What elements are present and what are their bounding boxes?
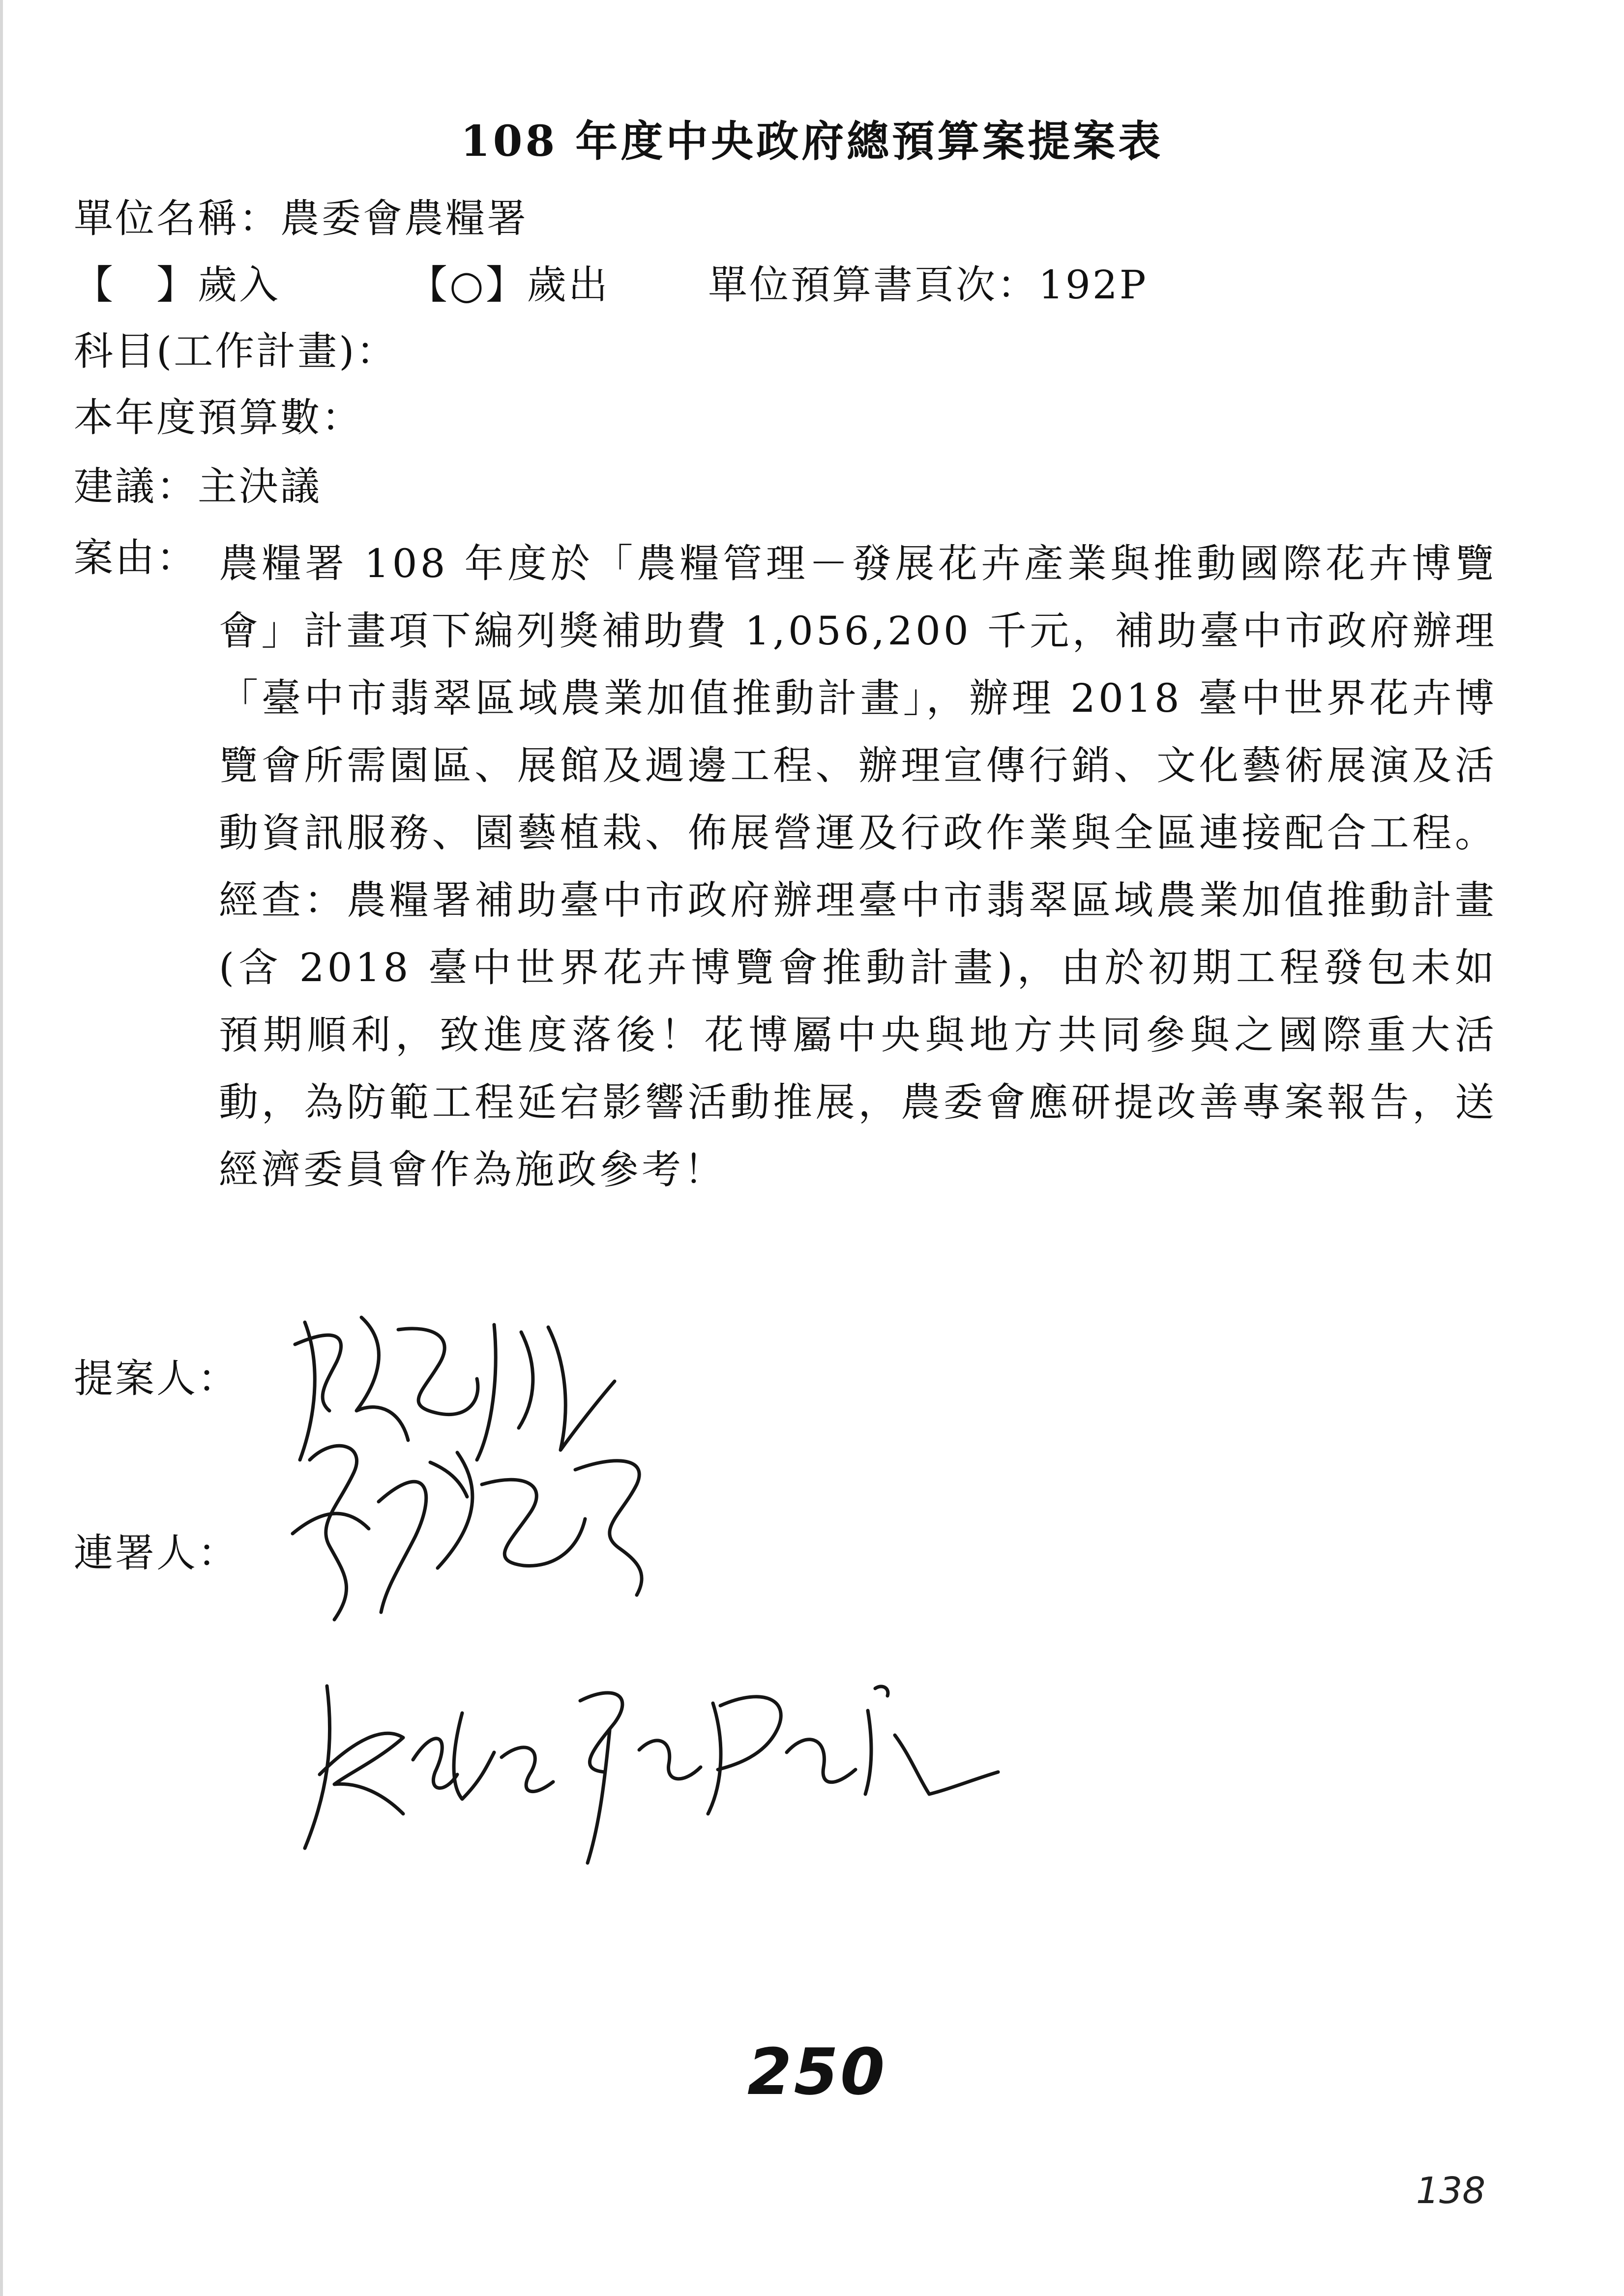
cosigner-signature-first: [275, 1425, 679, 1642]
budget-amount-field: 本年度預算數：: [74, 395, 363, 440]
expenditure-checkbox-label: 【○】歲出: [408, 262, 610, 308]
budget-page-number: 單位預算書頁次：192P: [708, 262, 1148, 308]
proposer-label: 提案人：: [74, 1356, 239, 1401]
case-label: 案由：: [74, 535, 198, 581]
case-text: 農糧署 108 年度於「農糧管理－發展花卉產業與推動國際花卉博覽會」計畫項下編列獎補助費 1,056,200 千元，補助臺中市政府辦理「臺中市翡翠區域農業加值推動計畫」，辦理 2018 臺中世界花卉博覽會所需園區、展館及週邊工程、辦理宣傳行銷、文化藝術展演及活動資訊服務、園藝植栽、佈展營運及行政作業與全區連接配合工程。經查：農糧署補助臺中市政府辦理臺中市翡翠區域農業加值推動計畫(含 2018 臺中世界花卉博覽會推動計畫)，由於初期工程發包未如預期順利，致進度落後！花博屬中央與地方共同參與之國際重大活動，為防範工程延宕影響活動推展，農委會應研提改善專案報告，送經濟委員會作為施政參考！: [219, 541, 1497, 1192]
subject-field: 科目(工作計畫)：: [74, 328, 398, 374]
suggestion-field: 建議：主決議: [74, 464, 322, 509]
revenue-checkbox-label: 【 】歲入: [74, 262, 280, 308]
cosigner-label: 連署人：: [74, 1530, 239, 1576]
left-scan-edge: [0, 0, 3, 2296]
corner-page-number: 138: [1416, 2170, 1486, 2212]
unit-name: 單位名稱：農委會農糧署: [74, 196, 528, 241]
document-title: 108 年度中央政府總預算案提案表: [460, 116, 1164, 166]
cosigner-signature-second: [295, 1666, 1008, 1873]
main-page-number: 250: [747, 2034, 887, 2109]
